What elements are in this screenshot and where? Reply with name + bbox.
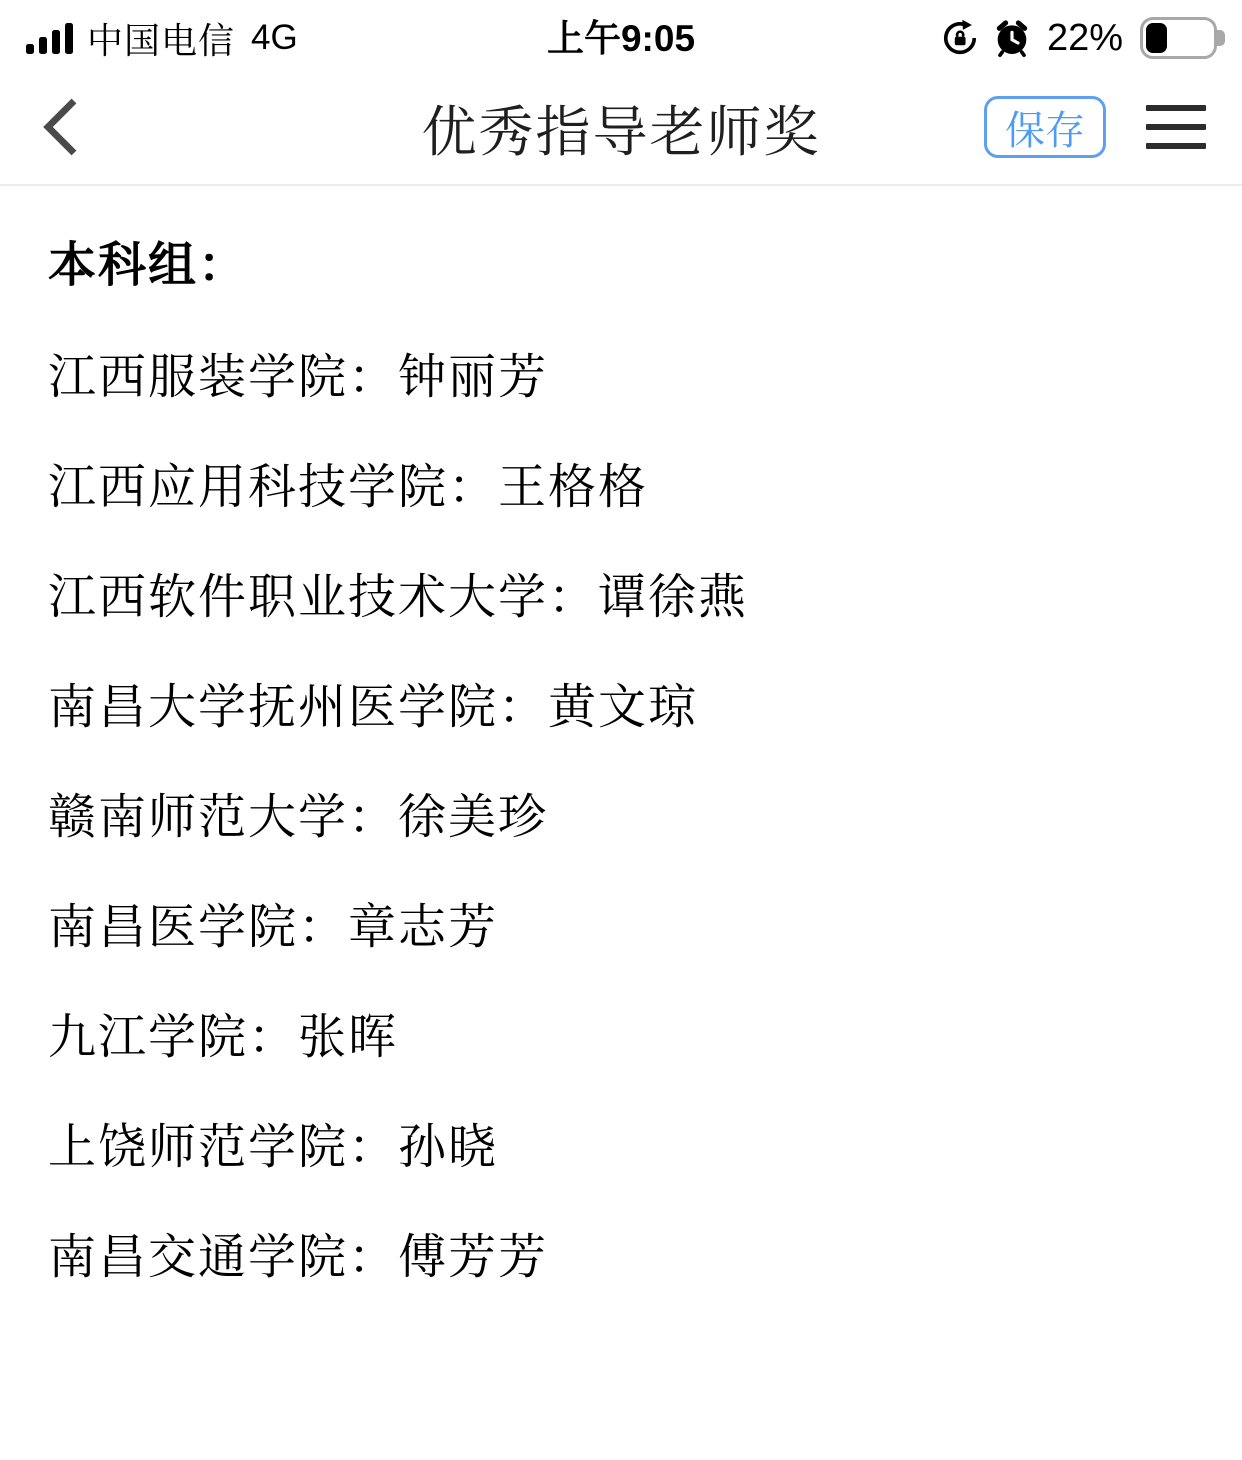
entry-line[interactable]: 上饶师范学院：孙晓 <box>48 1121 499 1174</box>
page-title: 优秀指导老师奖 <box>421 100 821 163</box>
entry-line[interactable]: 南昌医学院：章志芳 <box>48 901 499 954</box>
entry-line[interactable]: 赣南师范大学：徐美珍 <box>48 791 549 844</box>
entry-line[interactable]: 江西应用科技学院：王格格 <box>48 461 649 514</box>
carrier-label: 中国电信 <box>87 19 236 61</box>
battery-percent-label: 22% <box>1046 16 1123 59</box>
signal-bar <box>52 30 60 54</box>
entry-line[interactable]: 九江学院：张晖 <box>48 1011 399 1064</box>
entry-line[interactable]: 江西软件职业技术大学：谭徐燕 <box>48 571 749 624</box>
chevron-left-icon <box>40 96 82 158</box>
signal-bar <box>26 44 34 54</box>
save-button[interactable]: 保存 <box>984 96 1106 158</box>
menu-button[interactable] <box>1146 101 1206 153</box>
signal-bar <box>39 37 47 54</box>
network-type-label: 4G <box>251 18 298 57</box>
entry-line[interactable]: 江西服装学院：钟丽芳 <box>48 351 549 404</box>
orientation-lock-icon <box>941 19 979 57</box>
entry-line[interactable]: 南昌交通学院：傅芳芳 <box>48 1231 549 1284</box>
hamburger-icon-line <box>1146 143 1206 149</box>
status-bar-left <box>26 13 298 64</box>
battery-nub <box>1217 30 1225 46</box>
signal-bar <box>65 23 73 54</box>
group-heading[interactable]: 本科组： <box>48 239 249 292</box>
nav-bar-right <box>984 96 1206 158</box>
alarm-clock-icon <box>992 18 1032 58</box>
signal-strength-icon <box>26 22 73 54</box>
clock-time: 上午9:05 <box>546 18 696 59</box>
entry-line[interactable]: 南昌大学抚州医学院：黄文琼 <box>48 681 699 734</box>
battery-icon <box>1140 17 1226 59</box>
battery-fill <box>1146 23 1167 53</box>
status-bar <box>0 0 1242 70</box>
status-bar-right <box>941 17 1226 60</box>
editor-content[interactable] <box>0 186 1242 1282</box>
hamburger-icon-line <box>1146 105 1206 111</box>
back-button[interactable] <box>40 87 110 167</box>
nav-bar <box>0 70 1242 186</box>
hamburger-icon-line <box>1146 124 1206 130</box>
